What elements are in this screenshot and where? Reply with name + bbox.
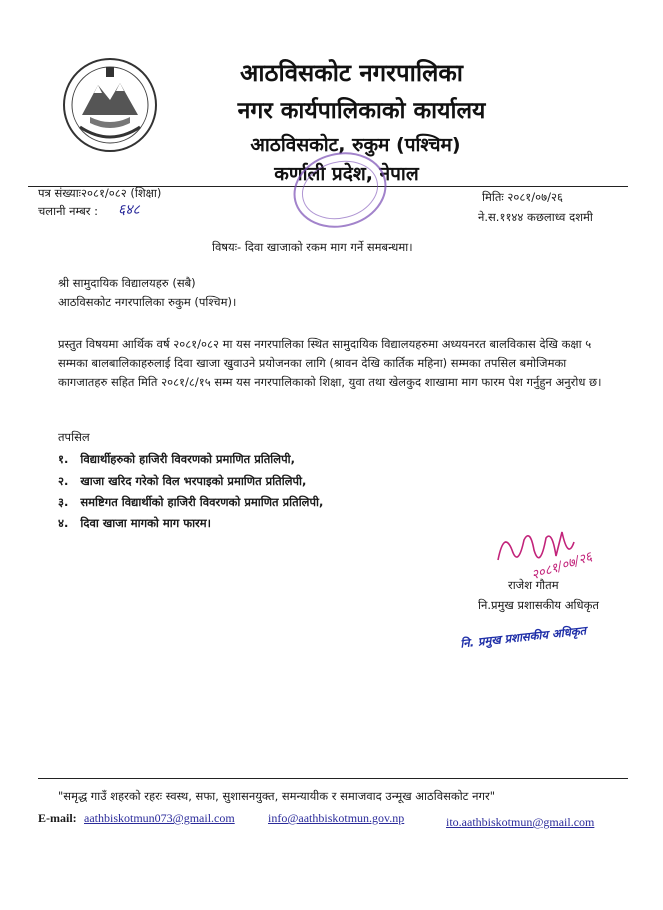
tapasil-heading: तपसिल bbox=[58, 430, 90, 444]
list-item-number: ३. bbox=[58, 495, 69, 509]
list-item-number: २. bbox=[58, 474, 69, 488]
dispatch-number-value: ६४८ bbox=[118, 202, 140, 218]
letter-body: प्रस्तुत विषयमा आर्थिक वर्ष २०८१/०८२ मा यस नगरपालिका स्थित सामुदायिक विद्यालयहरुमा अध्ययनरत बालविकास देखि कक्षा ५ सम्मका बालबालिकाहरुलाई दिवा खाजा खुवाउने प्रयोजनका लागि (श्रावन देखि कार्तिक महिना) सम्मका तपसिल बमोजिमका कागजातहरु सहित मिति २०८१/८/१५ सम्म यस नगरपालिकाको शिक्षा, युवा तथा खेलकुद शाखामा माग फारम पेश गर्नुहुन अनुरोध छ। bbox=[58, 337, 602, 389]
list-item-text: समष्टिगत विद्यार्थीको हाजिरी विवरणको प्रमाणित प्रतिलिपी, bbox=[80, 495, 324, 509]
footer-divider bbox=[38, 778, 628, 779]
list-item-number: ४. bbox=[58, 516, 69, 530]
signatory-name: राजेश गौतम bbox=[508, 578, 559, 592]
email-label: E-mail: bbox=[38, 811, 77, 825]
letter-subject: विषयः- दिवा खाजाको रकम माग गर्ने समबन्धमा। bbox=[212, 240, 413, 254]
addressee-line-1: श्री सामुदायिक विद्यालयहरु (सबै) bbox=[58, 276, 196, 290]
dispatch-number-label: चलानी नम्बर : bbox=[38, 204, 99, 218]
nepal-sambat-date: ने.स.११४४ कछलाध्व दशमी bbox=[478, 210, 593, 224]
list-item-text: खाजा खरिद गरेको विल भरपाइको प्रमाणित प्रतिलिपी, bbox=[80, 474, 307, 488]
office-name-executive: नगर कार्यपालिकाको कार्यालय bbox=[237, 98, 486, 124]
office-name-municipality: आठविसकोट नगरपालिका bbox=[240, 59, 463, 87]
list-item-number: १. bbox=[58, 452, 69, 466]
office-address-province: कर्णाली प्रदेश, नेपाल bbox=[274, 163, 419, 185]
list-item bbox=[58, 474, 306, 489]
office-round-stamp bbox=[290, 150, 390, 230]
list-item bbox=[58, 495, 323, 510]
footer-slogan: "समृद्ध गाउँ शहरको रहरः स्वस्थ, सफा, सुशासनयुक्त, समन्यायीक र समाजवाद उन्मूख आठविसकोट नगर" bbox=[58, 789, 495, 803]
letter-date: मितिः २०८१/०७/२६ bbox=[482, 190, 563, 204]
letter-reference-number: पत्र संख्याः२०८१/०८२ (शिक्षा) bbox=[38, 186, 162, 200]
list-item bbox=[58, 516, 211, 531]
office-address-district: आठविसकोट, रुकुम (पश्चिम) bbox=[250, 134, 461, 156]
officer-designation-stamp: नि. प्रमुख प्रशासकीय अधिकृत bbox=[459, 623, 587, 651]
email-link-2[interactable]: info@aathbiskotmun.gov.np bbox=[268, 811, 405, 825]
handwritten-date: २०८१/०७/२६ bbox=[529, 549, 595, 584]
list-item-text: दिवा खाजा मागको माग फारम। bbox=[80, 516, 211, 530]
list-item-text: विद्यार्थीहरुको हाजिरी विवरणको प्रमाणित प्रतिलिपी, bbox=[80, 452, 295, 466]
email-link-3[interactable]: ito.aathbiskotmun@gmail.com bbox=[446, 815, 595, 829]
list-item bbox=[58, 452, 295, 467]
signatory-title: नि.प्रमुख प्रशासकीय अधिकृत bbox=[478, 598, 599, 612]
addressee-line-2: आठविसकोट नगरपालिका रुकुम (पश्चिम)। bbox=[58, 295, 237, 309]
email-link-1[interactable]: aathbiskotmun073@gmail.com bbox=[84, 811, 235, 825]
